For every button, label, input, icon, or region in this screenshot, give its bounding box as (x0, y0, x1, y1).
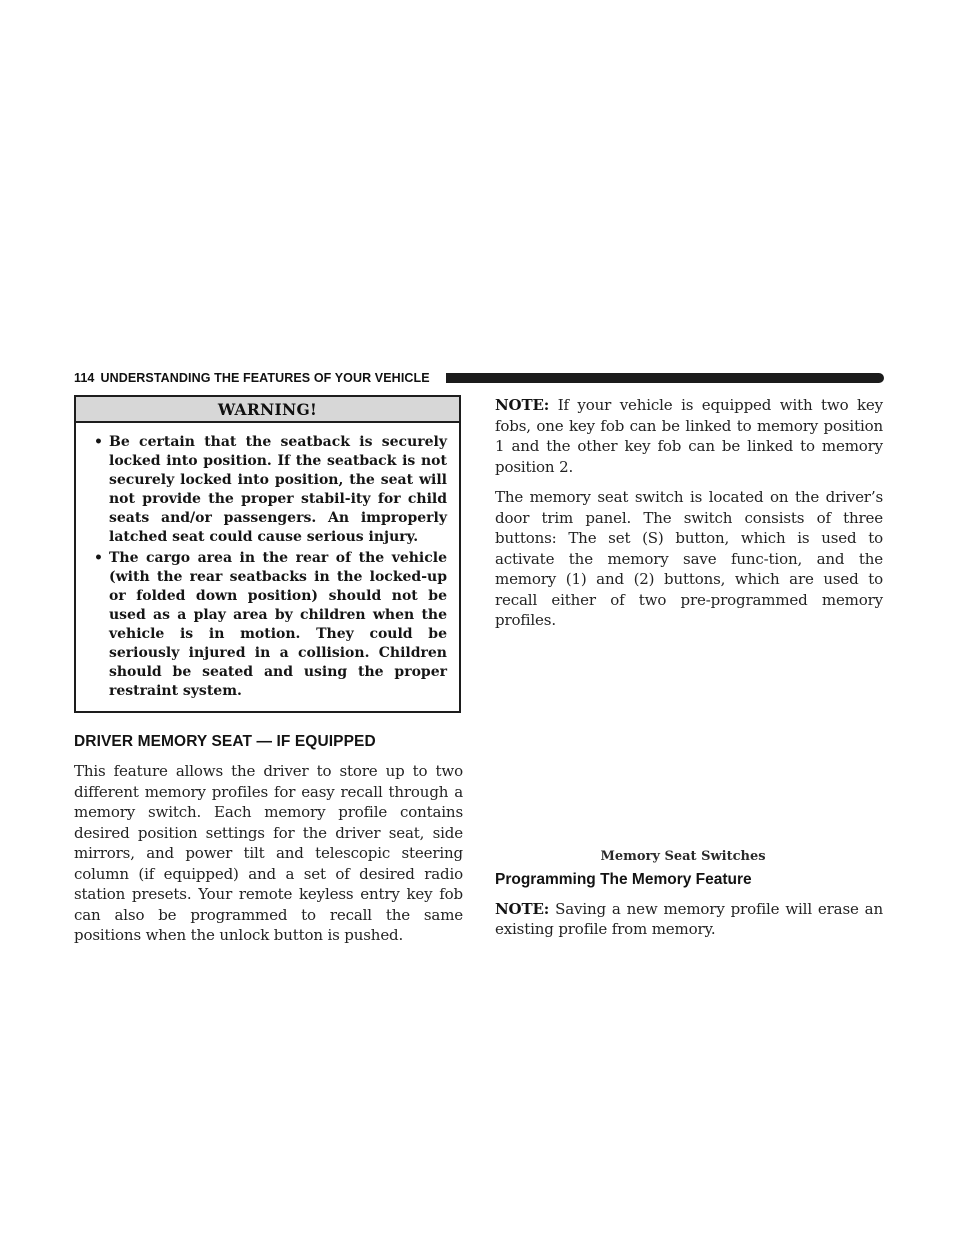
right-column (495, 395, 883, 950)
running-header (74, 370, 884, 386)
sub-heading: Programming The Memory Feature (495, 870, 752, 888)
bullet-icon: • (94, 434, 103, 450)
page-number: 114 (74, 371, 95, 385)
warning-item-text: Be certain that the seatback is securely locked into position. If the seatback is not securely locked into position, the seat will not provide the proper stabil-ity for child seats and/or passengers. An improperly latched seat could cause serious injury. (109, 434, 447, 545)
note-label: NOTE: (495, 899, 550, 918)
header-rule (446, 373, 884, 383)
note-paragraph (495, 395, 883, 477)
bullet-icon: • (94, 550, 103, 566)
header-title: UNDERSTANDING THE FEATURES OF YOUR VEHICLE (100, 371, 430, 385)
note-label: NOTE: (495, 396, 550, 414)
warning-body (76, 423, 459, 711)
switch-description: The memory seat switch is located on the driver’s door trim panel. The switch consists of three buttons: The set (S) button, which is used to activate the memory save func-tion, and the memory (1) and (2) buttons, which are used to recall either of two pre-programmed memory profiles. (495, 488, 883, 629)
warning-item (87, 433, 447, 547)
left-column (74, 395, 463, 956)
section-heading: DRIVER MEMORY SEAT — IF EQUIPPED (74, 733, 376, 750)
warning-title: WARNING! (76, 397, 459, 423)
warning-box (74, 395, 461, 713)
warning-item-text: The cargo area in the rear of the vehicle (with the rear seatbacks in the locked-up or folded down position) should not be used as a play area by children when the vehicle is in motion. They could be seriously injured in a collision. Children should be seated and using the proper restraint system. (109, 550, 447, 699)
note-paragraph (495, 899, 883, 940)
figure-caption: Memory Seat Switches (600, 848, 766, 864)
note-text: Saving a new memory profile will erase an existing profile from memory. (495, 899, 883, 938)
note-text: If your vehicle is equipped with two key fobs, one key fob can be linked to memory position 1 and the other key fob can be linked to memory position 2. (495, 396, 883, 476)
section-paragraph: This feature allows the driver to store up to two different memory profiles for easy recall through a memory switch. Each memory profile contains desired position settings for the driver seat, side mirrors, and power tilt and telescopic steering column (if equipped) and a set of desired radio station presets. Your remote keyless entry key fob can also be programmed to recall the same positions when the unlock button is pushed. (74, 762, 463, 944)
warning-item (87, 549, 447, 701)
figure-image-area (495, 641, 883, 843)
